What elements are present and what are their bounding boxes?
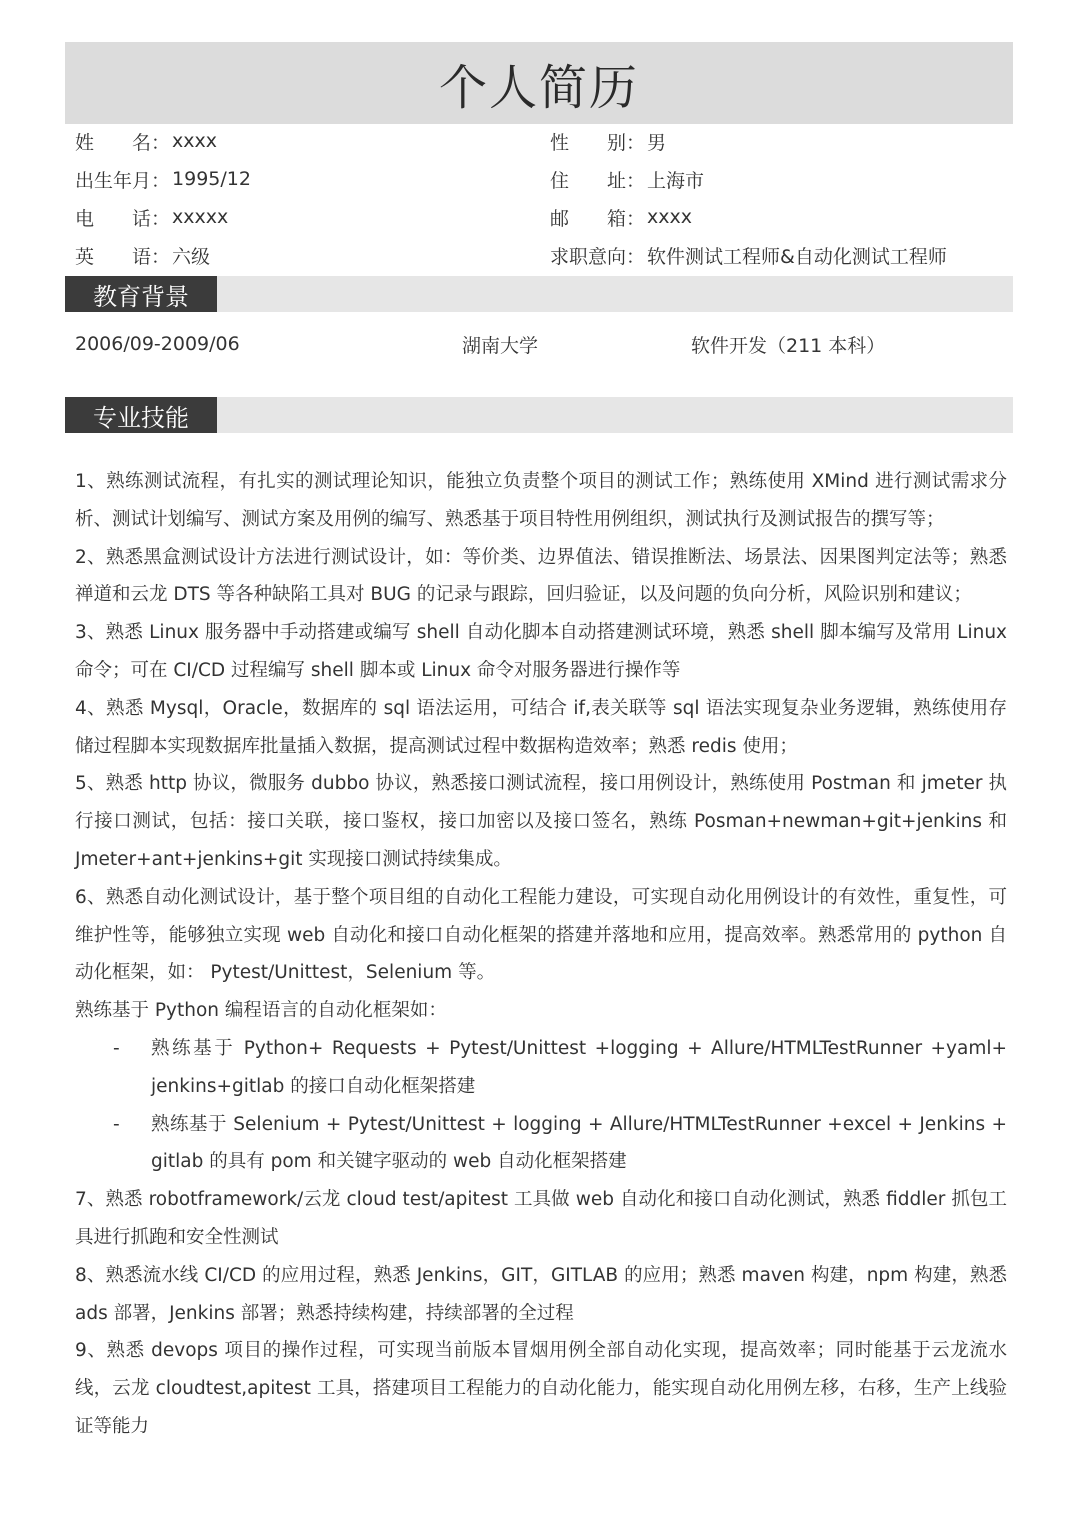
framework-text: 熟练基于 Python+ Requests + Pytest/Unittest +logging + Allure/HTMLTestRunner +yaml+ jenkins+gitlab 的接口自动化框架搭建 (151, 1037, 1007, 1097)
email-label: 邮箱 (550, 207, 626, 230)
framework-text: 熟练基于 Selenium + Pytest/Unittest + logging + Allure/HTMLTestRunner +excel + Jenkins + gitlab 的具有 pom 和关键字驱动的 web 自动化框架搭建 (151, 1113, 1007, 1173)
english-label: 英语 (75, 245, 151, 268)
address-value: 上海市 (647, 169, 705, 192)
skills-heading: 专业技能 (65, 397, 217, 433)
gender-label: 性别 (550, 131, 626, 154)
skills-list (75, 463, 1007, 1446)
framework-intro: 熟练基于 Python 编程语言的自动化框架如： (75, 1000, 447, 1022)
skill-item: 5、熟悉 http 协议，微服务 dubbo 协议，熟悉接口测试流程，接口用例设计，熟练使用 Postman 和 jmeter 执行接口测试，包括：接口关联，接口鉴权，接口加密以及接口签名，熟练 Posman+newman+git+jenkins 和 Jmeter+ant+jenkins+git 实现接口测试持续集成。 (75, 773, 1007, 870)
skill-item: 6、熟悉自动化测试设计，基于整个项目组的自动化工程能力建设，可实现自动化用例设计的有效性，重复性，可维护性等，能够独立实现 web 自动化和接口自动化框架的搭建并落地和应用，提高效率。熟悉常用的 python 自动化框架，如： Pytest/Unittest，Selenium 等。 (75, 886, 1007, 984)
phone-label: 电话 (75, 207, 151, 230)
skill-item: 2、熟悉黑盒测试设计方法进行测试设计，如：等价类、边界值法、错误推断法、场景法、因果图判定法等；熟悉禅道和云龙 DTS 等各种缺陷工具对 BUG 的记录与跟踪，回归验证，以及问题的负向分析，风险识别和建议； (75, 546, 1007, 606)
title-bar (65, 42, 1013, 124)
skill-item: 7、熟悉 robotframework/云龙 cloud test/apitest 工具做 web 自动化和接口自动化测试，熟悉 fiddler 抓包工具进行抓跑和安全性测试 (75, 1189, 1007, 1248)
education-major: 软件开发（211 本科） (691, 334, 886, 357)
name-value: xxxx (172, 130, 217, 152)
education-row (75, 326, 1015, 362)
skill-item: 9、熟悉 devops 项目的操作过程，可实现当前版本冒烟用例全部自动化实现，提高效率；同时能基于云龙流水线，云龙 cloudtest,apitest 工具，搭建项目工程能力的自动化能力，能实现自动化用例左移，右移，生产上线验证等能力 (75, 1340, 1007, 1437)
education-school: 湖南大学 (462, 334, 539, 357)
name-label: 姓名 (75, 131, 151, 154)
birth-value: 1995/12 (172, 168, 251, 190)
skill-item: 3、熟悉 Linux 服务器中手动搭建或编写 shell 自动化脚本自动搭建测试环境，熟悉 shell 脚本编写及常用 Linux 命令；可在 CI/CD 过程编写 shell 脚本或 Linux 命令对服务器进行操作等 (75, 622, 1007, 681)
address-label: 住址 (550, 169, 626, 192)
objective-label: 求职意向 (550, 245, 627, 268)
email-value: xxxx (647, 206, 692, 228)
skill-item: 8、熟悉流水线 CI/CD 的应用过程，熟悉 Jenkins，GIT，GITLAB 的应用；熟悉 maven 构建，npm 构建，熟悉 ads 部署，Jenkins 部署；熟悉持续构建，持续部署的全过程 (75, 1264, 1007, 1324)
phone-value: xxxxx (172, 206, 229, 228)
personal-info (75, 122, 1015, 274)
info-row: 英语 ： 六级 求职意向 ： 软件测试工程师&自动化测试工程师 (75, 236, 1015, 274)
gender-value: 男 (647, 131, 667, 154)
info-row: 出生年月 ： 1995/12 住址 ： 上海市 (75, 160, 1015, 198)
skills-section-bar (65, 397, 1013, 433)
info-row: 姓名 ： xxxx 性别 ： 男 (75, 122, 1015, 160)
skill-item: 1、熟练测试流程，有扎实的测试理论知识，能独立负责整个项目的测试工作；熟练使用 XMind 进行测试需求分析、测试计划编写、测试方案及用例的编写、熟悉基于项目特性用例组织，测试执行及测试报告的撰写等； (75, 471, 1007, 530)
dash-bullet: - (113, 1037, 120, 1059)
education-section-bar (65, 276, 1013, 312)
birth-label: 出生年月 (75, 169, 152, 192)
education-heading: 教育背景 (65, 276, 217, 312)
page-title: 个人简历 (438, 59, 639, 116)
skill-item: 4、熟悉 Mysql，Oracle，数据库的 sql 语法运用，可结合 if,表关联等 sql 语法实现复杂业务逻辑，熟练使用存储过程脚本实现数据库批量插入数据，提高测试过程中数据构造效率；熟悉 redis 使用； (75, 697, 1007, 757)
info-row: 电话 ： xxxxx 邮箱 ： xxxx (75, 198, 1015, 236)
education-dates: 2006/09-2009/06 (75, 333, 240, 355)
framework-item (75, 1106, 1007, 1182)
dash-bullet: - (113, 1113, 120, 1135)
objective-value: 软件测试工程师&自动化测试工程师 (647, 245, 947, 268)
framework-item (75, 1030, 1007, 1106)
english-value: 六级 (172, 245, 211, 268)
